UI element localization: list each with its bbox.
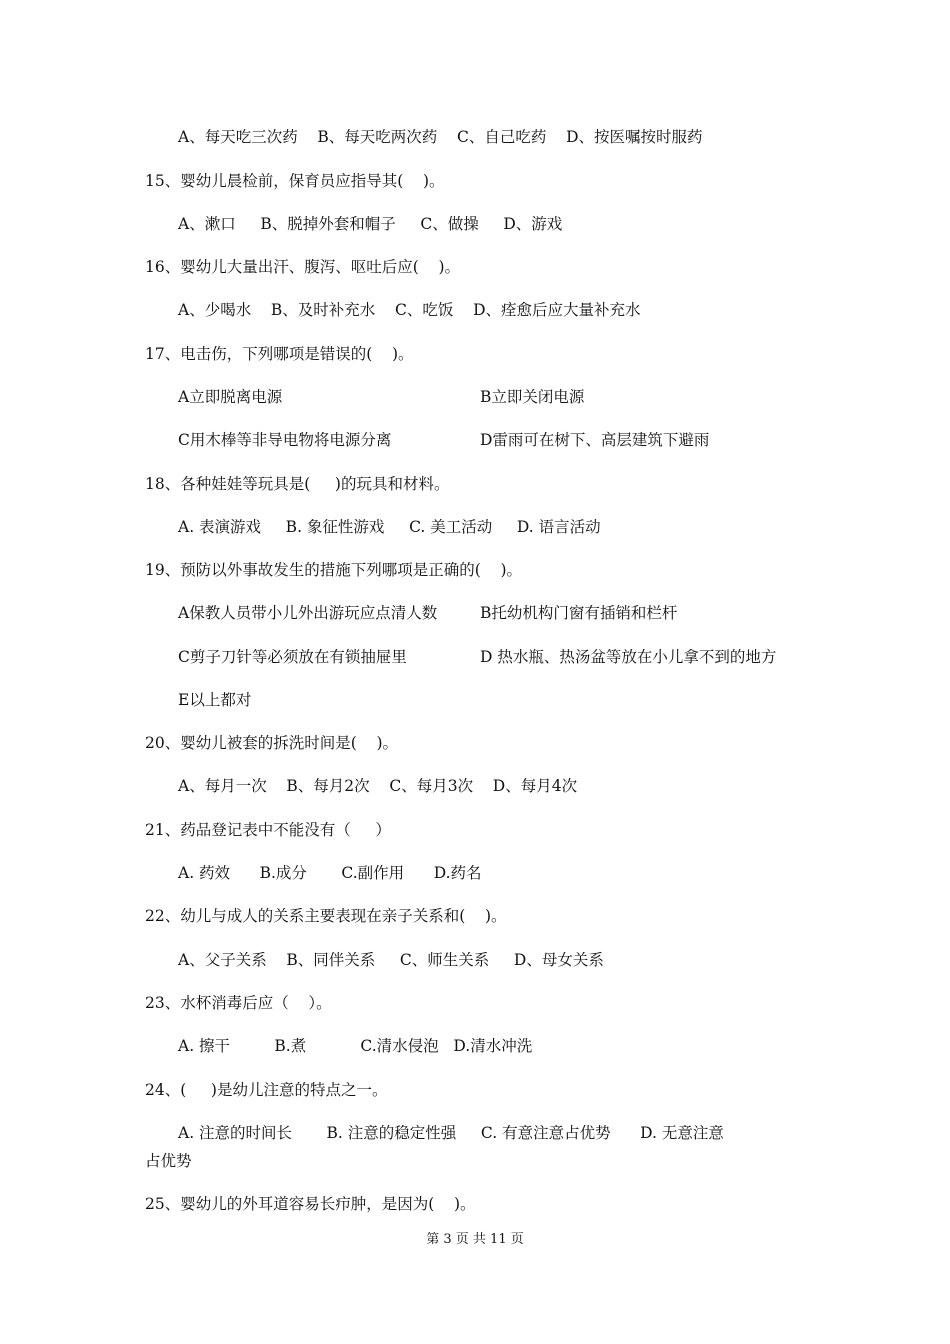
q24-options: A. 注意的时间长 B. 注意的稳定性强 C. 有意注意占优势 D. 无意注意 — [178, 1124, 724, 1142]
question-19: 19、预防以外事故发生的措施下列哪项是正确的( )。 — [145, 561, 523, 579]
q17-option-d: D雷雨可在树下、高层建筑下避雨 — [480, 431, 710, 449]
q22-options: A、父子关系 B、同伴关系 C、师生关系 D、母女关系 — [178, 951, 604, 969]
q17-option-a: A立即脱离电源 — [178, 388, 283, 406]
q19-option-c: C剪子刀针等必须放在有锁抽屉里 — [178, 648, 407, 666]
q24-options-continued: 占优势 — [145, 1152, 192, 1170]
page-footer: 第 3 页 共 11 页 — [426, 1232, 524, 1247]
question-17: 17、电击伤，下列哪项是错误的( )。 — [145, 345, 414, 363]
q19-option-a: A保教人员带小儿外出游玩应点清人数 — [178, 604, 438, 622]
q20-options: A、每月一次 B、每月2次 C、每月3次 D、每月4次 — [178, 777, 578, 795]
question-16: 16、婴幼儿大量出汗、腹泻、呕吐后应( )。 — [145, 258, 461, 276]
question-25: 25、婴幼儿的外耳道容易长疖肿，是因为( )。 — [145, 1195, 476, 1213]
question-18: 18、各种娃娃等玩具是( )的玩具和材料。 — [145, 475, 450, 493]
q17-option-b: B立即关闭电源 — [480, 388, 585, 406]
q15-options: A、漱口 B、脱掉外套和帽子 C、做操 D、游戏 — [178, 215, 563, 233]
q18-options: A. 表演游戏 B. 象征性游戏 C. 美工活动 D. 语言活动 — [178, 518, 601, 536]
q19-option-e: E以上都对 — [178, 691, 252, 709]
q19-option-b: B托幼机构门窗有插销和栏杆 — [480, 604, 678, 622]
question-20: 20、婴幼儿被套的拆洗时间是( )。 — [145, 734, 399, 752]
q19-option-d: D 热水瓶、热汤盆等放在小儿拿不到的地方 — [480, 648, 777, 666]
question-21: 21、药品登记表中不能没有（ ） — [145, 821, 391, 839]
q23-options: A. 擦干 B.煮 C.清水侵泡 D.清水冲洗 — [178, 1037, 533, 1055]
q14-options: A、每天吃三次药 B、每天吃两次药 C、自己吃药 D、按医嘱按时服药 — [178, 128, 703, 146]
question-15: 15、婴幼儿晨检前，保育员应指导其( )。 — [145, 172, 445, 190]
question-22: 22、幼儿与成人的关系主要表现在亲子关系和( )。 — [145, 907, 507, 925]
q21-options: A. 药效 B.成分 C.副作用 D.药名 — [178, 864, 482, 882]
q17-option-c: C用木棒等非导电物将电源分离 — [178, 431, 392, 449]
q16-options: A、少喝水 B、及时补充水 C、吃饭 D、痊愈后应大量补充水 — [178, 301, 641, 319]
question-24: 24、( )是幼儿注意的特点之一。 — [145, 1081, 388, 1099]
question-23: 23、水杯消毒后应（ ）。 — [145, 994, 332, 1012]
